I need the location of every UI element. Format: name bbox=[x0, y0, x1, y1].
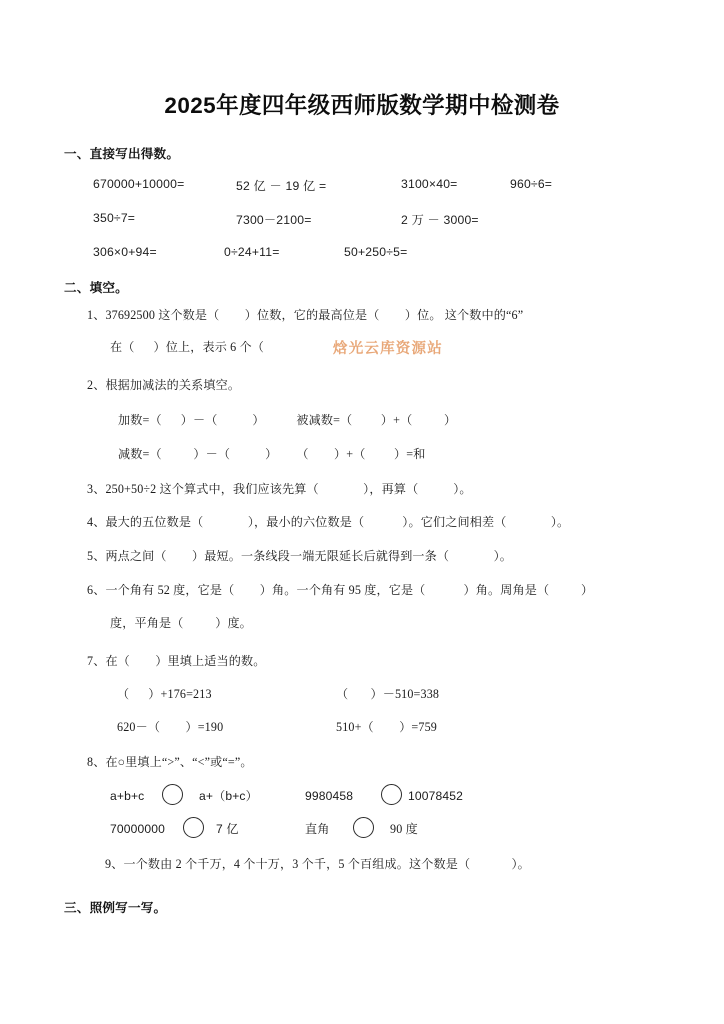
question-7-equation-4: 510+（ ）=759 bbox=[336, 720, 437, 734]
compare-left-operand: a+b+c bbox=[110, 789, 145, 803]
question-7-equation-1: （ ）+176=213 bbox=[117, 687, 212, 701]
question-3: 3、250+50÷2 这个算式中，我们应该先算（ ），再算（ ）。 bbox=[87, 482, 472, 496]
watermark-text: 焓光云库资源站 bbox=[333, 341, 443, 357]
question-5: 5、两点之间（ ）最短。一条线段一端无限延长后就得到一条（ ）。 bbox=[87, 549, 513, 563]
calc-item: 52 亿 － 19 亿 = bbox=[236, 179, 327, 193]
question-2-line-3: 减数=（ ）－（ ） （ ）+（ ）=和 bbox=[118, 447, 426, 461]
calc-item: 350÷7= bbox=[93, 211, 136, 225]
question-7-heading: 7、在（ ）里填上适当的数。 bbox=[87, 654, 266, 668]
question-2-heading: 2、根据加减法的关系填空。 bbox=[87, 378, 241, 392]
question-1-line-1: 1、37692500 这个数是（ ）位数，它的最高位是（ ）位。 这个数中的“6” bbox=[87, 308, 524, 322]
compare-right-operand: 7 亿 bbox=[216, 822, 239, 836]
comparison-circle[interactable] bbox=[381, 784, 402, 805]
question-4: 4、最大的五位数是（ ），最小的六位数是（ ）。它们之间相差（ ）。 bbox=[87, 515, 570, 529]
calc-item: 960÷6= bbox=[510, 177, 553, 191]
compare-left-operand: 直角 bbox=[305, 822, 330, 836]
comparison-circle[interactable] bbox=[162, 784, 183, 805]
compare-left-operand: 9980458 bbox=[305, 789, 354, 803]
question-9: 9、一个数由 2 个千万，4 个十万，3 个千，5 个百组成。这个数是（ ）。 bbox=[105, 857, 530, 871]
question-7-equation-3: 620－（ ）=190 bbox=[117, 720, 224, 734]
question-8-heading: 8、在○里填上“>”、“<”或“=”。 bbox=[87, 755, 253, 769]
calc-item: 7300－2100= bbox=[236, 213, 312, 227]
question-1-line-2: 在（ ）位上，表示 6 个（ bbox=[110, 340, 265, 354]
calc-item: 3100×40= bbox=[401, 177, 458, 191]
comparison-circle[interactable] bbox=[183, 817, 204, 838]
compare-left-operand: 70000000 bbox=[110, 822, 166, 836]
compare-right-operand: a+（b+c） bbox=[199, 789, 258, 803]
calc-item: 2 万 － 3000= bbox=[401, 213, 479, 227]
question-7-equation-2: （ ）－510=338 bbox=[336, 687, 440, 701]
calc-item: 670000+10000= bbox=[93, 177, 185, 191]
question-2-line-2: 加数=（ ）－（ ） 被减数=（ ）+（ ） bbox=[118, 413, 457, 427]
calc-item: 306×0+94= bbox=[93, 245, 157, 259]
section-heading-3: 三、照例写一写。 bbox=[64, 901, 167, 915]
calc-item: 50+250÷5= bbox=[344, 245, 408, 259]
compare-right-operand: 90 度 bbox=[390, 822, 418, 836]
compare-right-operand: 10078452 bbox=[408, 789, 464, 803]
section-heading-1: 一、直接写出得数。 bbox=[64, 147, 180, 161]
page-title: 2025年度四年级西师版数学期中检测卷 bbox=[164, 93, 560, 118]
question-6-line-2: 度，平角是（ ）度。 bbox=[110, 616, 252, 630]
comparison-circle[interactable] bbox=[353, 817, 374, 838]
calc-item: 0÷24+11= bbox=[224, 245, 280, 259]
question-6-line-1: 6、一个角有 52 度，它是（ ）角。一个角有 95 度，它是（ ）角。周角是（ ） bbox=[87, 583, 594, 597]
section-heading-2: 二、填空。 bbox=[64, 281, 128, 295]
